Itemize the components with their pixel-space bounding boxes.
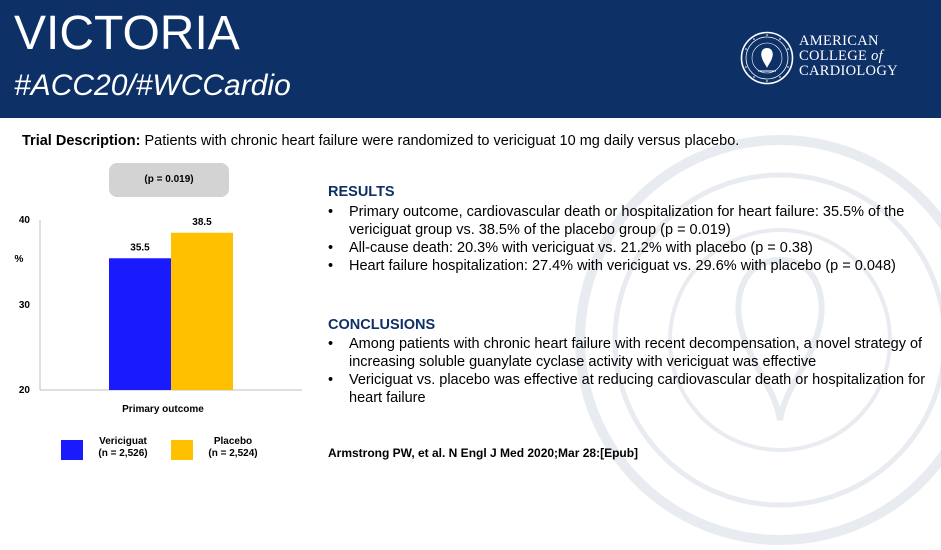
data-label-vericiguat: 35.5 bbox=[130, 242, 150, 254]
legend-swatch-placebo bbox=[171, 440, 193, 460]
conclusions-item: • Among patients with chronic heart failure with recent decompensation, a novel strategy of increasing soluble guanylate cyclase activity with vericiguat was effective bbox=[328, 335, 928, 371]
p-value-box: (p = 0.019) bbox=[109, 163, 229, 197]
results-item: • All-cause death: 20.3% with vericiguat vs. 21.2% with placebo (p = 0.38) bbox=[328, 239, 928, 257]
legend-label-placebo: Placebo (n = 2,524) bbox=[208, 436, 258, 459]
y-tick-label: 30 bbox=[18, 300, 30, 311]
legend-label-vericiguat: Vericiguat (n = 2,526) bbox=[98, 436, 148, 459]
bar-placebo bbox=[171, 233, 233, 390]
conclusions-heading: CONCLUSIONS bbox=[328, 317, 436, 333]
results-list bbox=[328, 203, 928, 275]
conclusions-item: • Vericiguat vs. placebo was effective at reducing cardiovascular death or hospitalization for heart failure bbox=[328, 371, 928, 407]
trial-description-text: Patients with chronic heart failure were randomized to vericiguat 10 mg daily versus placebo. bbox=[144, 133, 740, 149]
y-tick-label: 20 bbox=[18, 385, 30, 396]
bar-vericiguat bbox=[109, 258, 171, 390]
citation: Armstrong PW, et al. N Engl J Med 2020;Mar 28:[Epub] bbox=[328, 446, 639, 460]
logo-line-2: COLLEGE of bbox=[799, 48, 883, 64]
y-axis-label: % bbox=[14, 254, 24, 265]
bar-chart bbox=[0, 200, 330, 420]
data-label-placebo: 38.5 bbox=[192, 216, 212, 228]
logo-line-1: AMERICAN bbox=[799, 33, 879, 49]
trial-title: VICTORIA bbox=[14, 7, 240, 60]
conclusions-list bbox=[328, 335, 928, 407]
results-item: • Heart failure hospitalization: 27.4% with vericiguat vs. 29.6% with placebo (p = 0.048) bbox=[328, 257, 928, 275]
y-tick-label: 40 bbox=[18, 215, 30, 226]
logo-line-3: CARDIOLOGY bbox=[799, 63, 898, 79]
hashtag-subtitle: #ACC20/#WCCardio bbox=[14, 69, 291, 102]
results-item: • Primary outcome, cardiovascular death or hospitalization for heart failure: 35.5% of the vericiguat group vs. 38.5% of the placebo group (p = 0.019) bbox=[328, 203, 928, 239]
acc-seal-logo bbox=[740, 31, 794, 85]
header-banner bbox=[0, 0, 941, 118]
trial-description-label: Trial Description: bbox=[22, 133, 141, 149]
x-category-label: Primary outcome bbox=[122, 404, 204, 415]
legend-swatch-vericiguat bbox=[61, 440, 83, 460]
results-heading: RESULTS bbox=[328, 184, 395, 200]
acc-wordmark bbox=[799, 34, 898, 79]
